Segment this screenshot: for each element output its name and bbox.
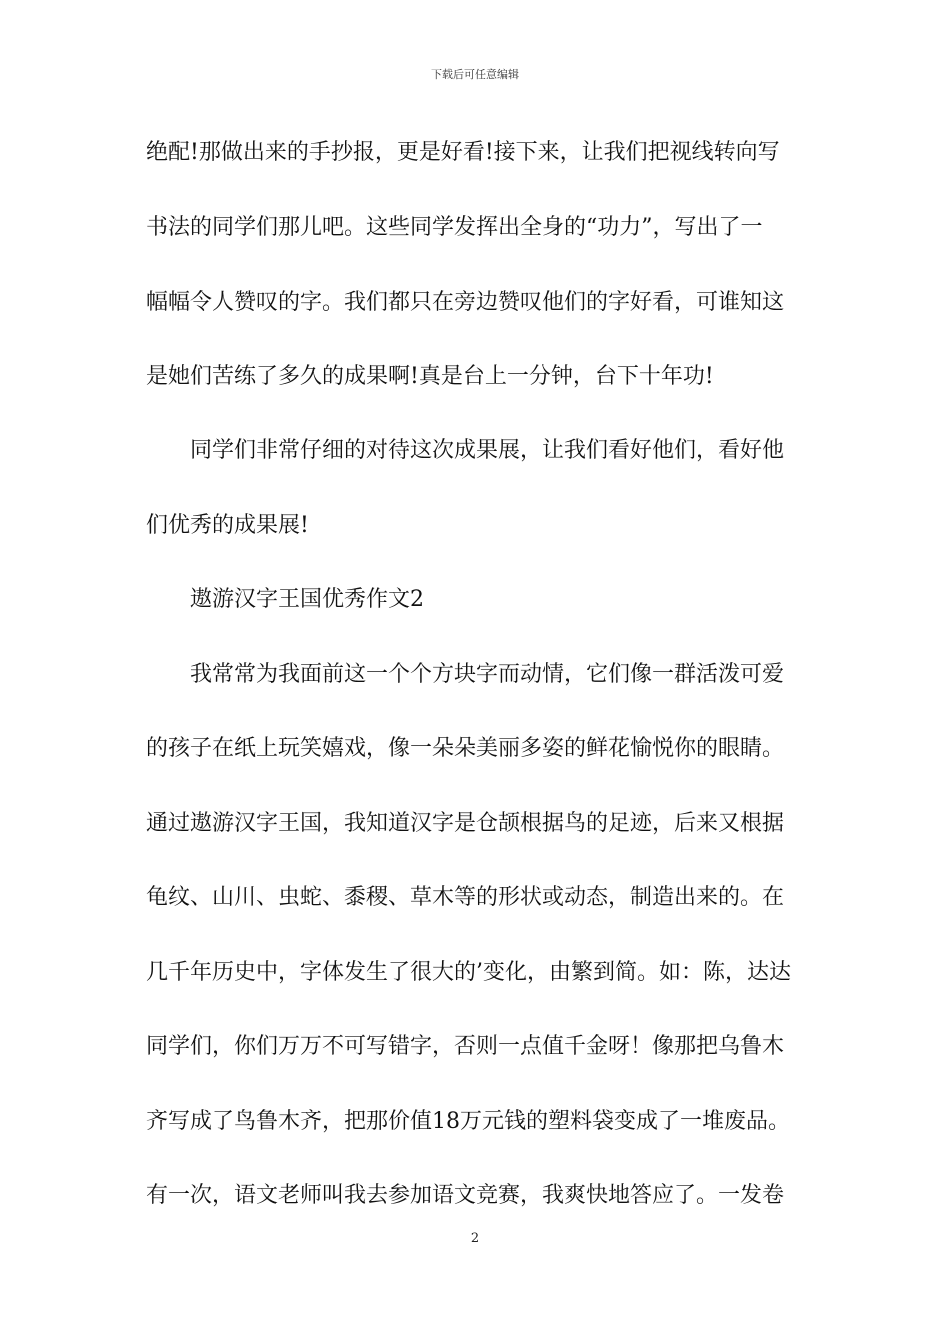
text-line: 同学们非常仔细的对待这次成果展，让我们看好他们，看好他: [146, 438, 785, 463]
text-line: 的孩子在纸上玩笑嬉戏，像一朵朵美丽多姿的鲜花愉悦你的眼睛。: [146, 736, 785, 761]
page-number: 2: [470, 1231, 480, 1246]
text-line: 通过遨游汉字王国，我知道汉字是仓颉根据鸟的足迹，后来又根据: [146, 811, 785, 836]
section-title: 遨游汉字王国优秀作文2: [146, 587, 424, 612]
page-header: 下载后可任意编辑: [431, 68, 519, 81]
text-line: 是她们苦练了多久的成果啊!真是台上一分钟，台下十年功!: [146, 364, 714, 389]
text-line: 龟纹、山川、虫蛇、黍稷、草木等的形状或动态，制造出来的。在: [146, 885, 785, 910]
text-line: 有一次，语文老师叫我去参加语文竞赛，我爽快地答应了。一发卷: [146, 1183, 785, 1208]
text-line: 们优秀的成果展!: [146, 513, 309, 538]
text-line: 几千年历史中，字体发生了很大的’变化，由繁到简。如：陈，达达: [146, 960, 791, 985]
text-line: 书法的同学们那儿吧。这些同学发挥出全身的“功力”，写出了一: [146, 215, 763, 240]
text-line: 幅幅令人赞叹的字。我们都只在旁边赞叹他们的字好看，可谁知这: [146, 290, 785, 315]
text-line: 绝配!那做出来的手抄报，更是好看!接下来，让我们把视线转向写: [146, 140, 780, 165]
text-line: 同学们，你们万万不可写错字，否则一点值千金呀！像那把乌鲁木: [146, 1034, 785, 1059]
text-line: 我常常为我面前这一个个方块字而动情，它们像一群活泼可爱: [146, 662, 785, 687]
text-line: 齐写成了鸟鲁木齐，把那价值18万元钱的塑料袋变成了一堆废品。: [146, 1109, 790, 1134]
